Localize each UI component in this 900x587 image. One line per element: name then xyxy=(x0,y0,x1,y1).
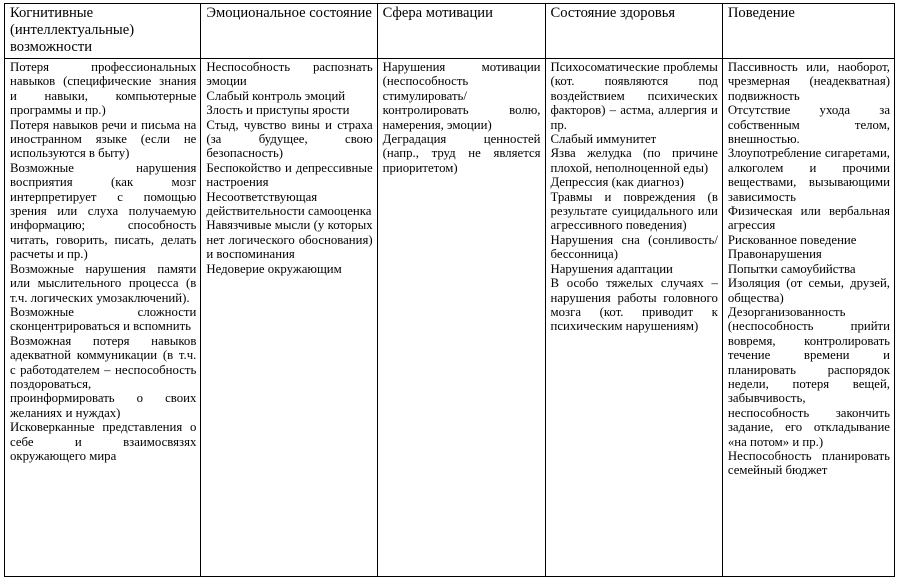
list-item: Нарушения адаптации xyxy=(550,261,673,276)
cell-health xyxy=(545,59,722,577)
list-item: Неспособность распознать эмоции xyxy=(206,60,373,89)
consequences-table xyxy=(4,3,895,577)
list-item: Потеря профессиональных навыков (специфические знания и навыки, компьютерные программы и пр.) xyxy=(10,60,197,118)
list-item: Правонарушения xyxy=(727,247,822,262)
list-item: Беспокойство и депрессивные настроения xyxy=(206,160,373,190)
cell-motivation xyxy=(377,59,545,577)
cell-emotional xyxy=(201,59,377,577)
header-row xyxy=(5,4,895,59)
list-item: В особо тяжелых случаях – нарушения работы головного мозга (кот. приводит к психическим нарушениям) xyxy=(550,276,718,334)
list-item: Возможная потеря навыков адекватной коммуникации (в т.ч. с работодателем – неспособность поздороваться, проинформировать о своих желаниях и нуждах) xyxy=(10,333,197,420)
list-item: Травмы и повреждения (в результате суицидального или агрессивного поведения) xyxy=(550,189,718,233)
list-item: Неспособность планировать семейный бюджет xyxy=(727,448,890,478)
cell-cognitive xyxy=(5,59,201,577)
list-item: Отсутствие ухода за собственным телом, внешностью. xyxy=(727,103,890,147)
list-item: Попытки самоубийства xyxy=(727,261,856,276)
cell-behavior xyxy=(722,59,894,577)
list-item: Возможные сложности сконцентрироваться и вспомнить xyxy=(10,304,197,334)
list-item: Нарушения сна (сонливость/бессонница) xyxy=(550,232,718,262)
list-item: Пассивность или, наоборот, чрезмерная (неадекватная) подвижность xyxy=(727,60,890,103)
header-behavior: Поведение xyxy=(722,4,894,59)
list-item: Депрессия (как диагноз) xyxy=(550,175,684,190)
list-item: Слабый иммунитет xyxy=(550,132,657,147)
list-item: Потеря навыков речи и письма на иностранном языке (если не используются в быту) xyxy=(10,117,197,161)
list-item: Несоответствующая действительности самооценка xyxy=(206,189,372,219)
list-item: Возможные нарушения памяти или мыслительного процесса (в т.ч. логических умозаключений). xyxy=(10,261,197,305)
list-item: Рискованное поведение xyxy=(727,232,857,247)
list-item: Деградация ценностей (напр., труд не является приоритетом) xyxy=(382,132,541,175)
list-item: Возможные нарушения восприятия (как мозг интерпретирует с помощью зрения или слуха получаемую информацию; способность читать, говорить, писать, делать расчеты и пр.) xyxy=(10,160,197,262)
list-item: Стыд, чувство вины и страха (за будущее, свою безопасность) xyxy=(206,117,373,161)
list-item: Навязчивые мысли (у которых нет логического обоснования) и воспоминания xyxy=(206,218,373,262)
list-item: Слабый контроль эмоций xyxy=(206,88,346,103)
header-emotional: Эмоциональное состояние xyxy=(201,4,377,59)
list-item: Дезорганизованность (неспособность прийти вовремя, контролировать течение времени и планировать распорядок недели, потеря вещей, забывчивость, неспособность закончить задание, его откладывание «на потом» и пр.) xyxy=(727,304,890,449)
header-health: Состояние здоровья xyxy=(545,4,722,59)
list-item: Язва желудка (по причине плохой, неполноценной еды) xyxy=(550,146,718,175)
list-item: Физическая или вербальная агрессия xyxy=(727,204,890,233)
list-item: Злость и приступы ярости xyxy=(206,103,350,118)
header-motivation: Сфера мотивации xyxy=(377,4,545,59)
list-item: Нарушения мотивации (неспособность стимулировать/контролировать волю, намерения, эмоции) xyxy=(382,60,541,132)
header-cognitive: Когнитивные (интеллектуальные) возможности xyxy=(5,4,201,59)
list-item: Изоляция (от семьи, друзей, общества) xyxy=(727,276,890,305)
list-item: Исковерканные представления о себе и взаимосвязях окружающего мира xyxy=(10,420,197,463)
content-row xyxy=(5,59,895,577)
list-item: Психосоматические проблемы (кот. появляются под воздействием психических факторов) – астма, аллергия и пр. xyxy=(550,60,718,132)
list-item: Недоверие окружающим xyxy=(206,261,342,276)
list-item: Злоупотребление сигаретами, алкоголем и прочими веществами, вызывающими зависимость xyxy=(727,146,890,204)
